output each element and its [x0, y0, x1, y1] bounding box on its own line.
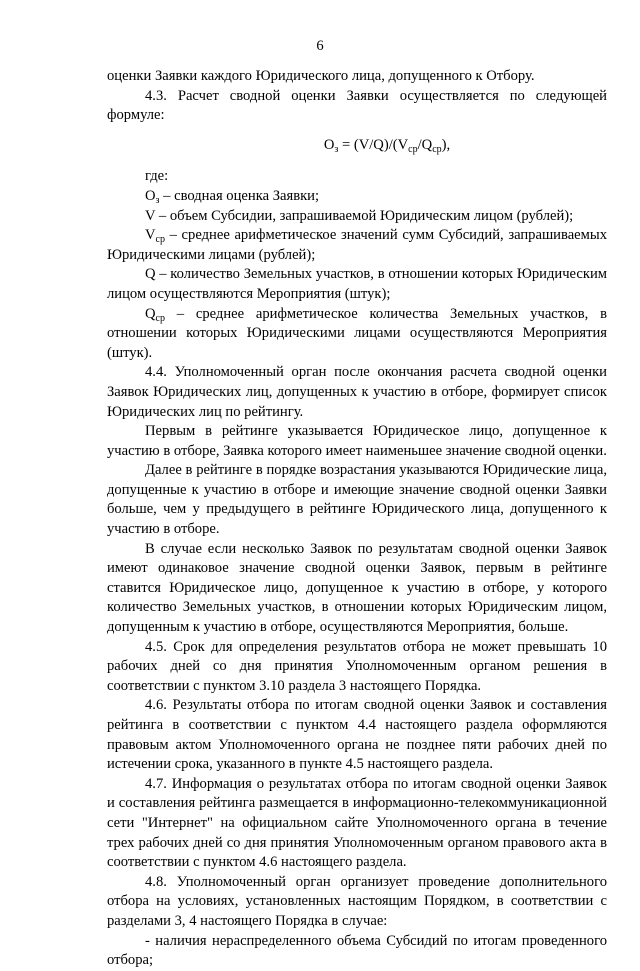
definition-q: Q – количество Земельных участков, в отношении которых Юридическим лицом осуществляются Мероприятия (штук); — [107, 266, 607, 302]
paragraph-4-4: 4.4. Уполномоченный орган после окончания расчета сводной оценки Заявок Юридических лиц, допущенных к участию в отборе, формирует список Юридических лиц по рейтингу. — [107, 364, 607, 420]
definition-qsr — [107, 305, 607, 364]
definition-qsr-sub: ср — [155, 312, 165, 324]
definition-oz-symbol: О — [145, 187, 156, 204]
score-formula — [107, 136, 607, 156]
definition-vsr-text: – среднее арифметическое значений сумм Субсидий, запрашиваемых Юридическими лицами (рублей); — [107, 227, 607, 263]
page-number: 6 — [316, 38, 324, 54]
paragraph-4-5: 4.5. Срок для определения результатов отбора не может превышать 10 рабочих дней со дня принятия Уполномоченным органом решения в соответствии с пунктом 3.10 раздела 3 настоящего Порядка. — [107, 638, 607, 694]
formula-part1: = (V/Q)/(V — [338, 136, 409, 153]
formula-sub2: ср — [432, 143, 442, 155]
formula-sub1: ср — [408, 143, 418, 155]
paragraph-bullet: - наличия нераспределенного объема Субсидий по итогам проведенного отбора; — [107, 932, 607, 969]
paragraph-4-3: 4.3. Расчет сводной оценки Заявки осуществляется по следующей формуле: — [107, 87, 607, 124]
paragraph-continuation: оценки Заявки каждого Юридического лица, допущенного к Отбору. — [107, 68, 535, 84]
paragraph-4-7: 4.7. Информация о результатах отбора по итогам сводной оценки Заявок и составления рейтинга размещается в информационно-телекоммуникационной сети "Интернет" на официальном сайте Уполномоченного органа в течение трех рабочих дней со дня принятия Уполномоченным органом правового акта в соответствии с пунктом 4.6 настоящего раздела. — [107, 775, 607, 871]
formula-end: ), — [441, 136, 451, 153]
formula-lhs: О — [323, 136, 335, 153]
definition-oz-sub: з — [155, 194, 160, 206]
definition-vsr — [107, 226, 607, 265]
definition-qsr-symbol: Q — [145, 305, 156, 322]
definition-oz — [107, 187, 607, 207]
paragraph-rating-tie: В случае если несколько Заявок по результатам сводной оценки Заявок имеют одинаковое значение сводной оценки Заявок, первым в рейтинге ставится Юридическое лицо, допущенное к участию в отборе, у которого количество Земельных участков, в отношении которых Юридическим лицом, допущенным к участию в отборе, осуществляются Мероприятия, больше. — [107, 540, 607, 636]
paragraph-4-8: 4.8. Уполномоченный орган организует проведение дополнительного отбора на условиях, установленных настоящим Порядком, в соответствии с разделами 3, 4 настоящего Порядка в случае: — [107, 873, 607, 929]
formula-slash: /Q — [417, 136, 433, 153]
paragraph-rating-first: Первым в рейтинге указывается Юридическое лицо, допущенное к участию в отборе, Заявка которого имеет наименьшее значение сводной оценки. — [107, 423, 607, 459]
definition-qsr-text: – среднее арифметическое количества Земельных участков, в отношении которых Юридическими лицами осуществляются Мероприятия (штук). — [107, 305, 607, 361]
definition-v: V – объем Субсидии, запрашиваемой Юридическим лицом (рублей); — [145, 207, 574, 224]
where-label: где: — [145, 168, 169, 185]
definition-vsr-sub: ср — [155, 234, 165, 246]
document-body — [107, 67, 607, 971]
formula-lhs-sub: з — [334, 143, 339, 155]
paragraph-4-6: 4.6. Результаты отбора по итогам сводной оценки Заявок и составления рейтинга в соответствии с пунктом 4.4 настоящего раздела оформляются правовым актом Уполномоченного органа не позднее пяти рабочих дней по истечении срока, указанного в пункте 4.5 настоящего раздела. — [107, 697, 607, 773]
definition-vsr-symbol: V — [145, 227, 156, 244]
definition-oz-text: – сводная оценка Заявки; — [159, 187, 320, 204]
paragraph-rating-next: Далее в рейтинге в порядке возрастания указываются Юридические лица, допущенные к участию в отборе и имеющие значение сводной оценки Заявки больше, чем у предыдущего в рейтинге Юридического лица, допущенного к участию в отборе. — [107, 462, 607, 538]
